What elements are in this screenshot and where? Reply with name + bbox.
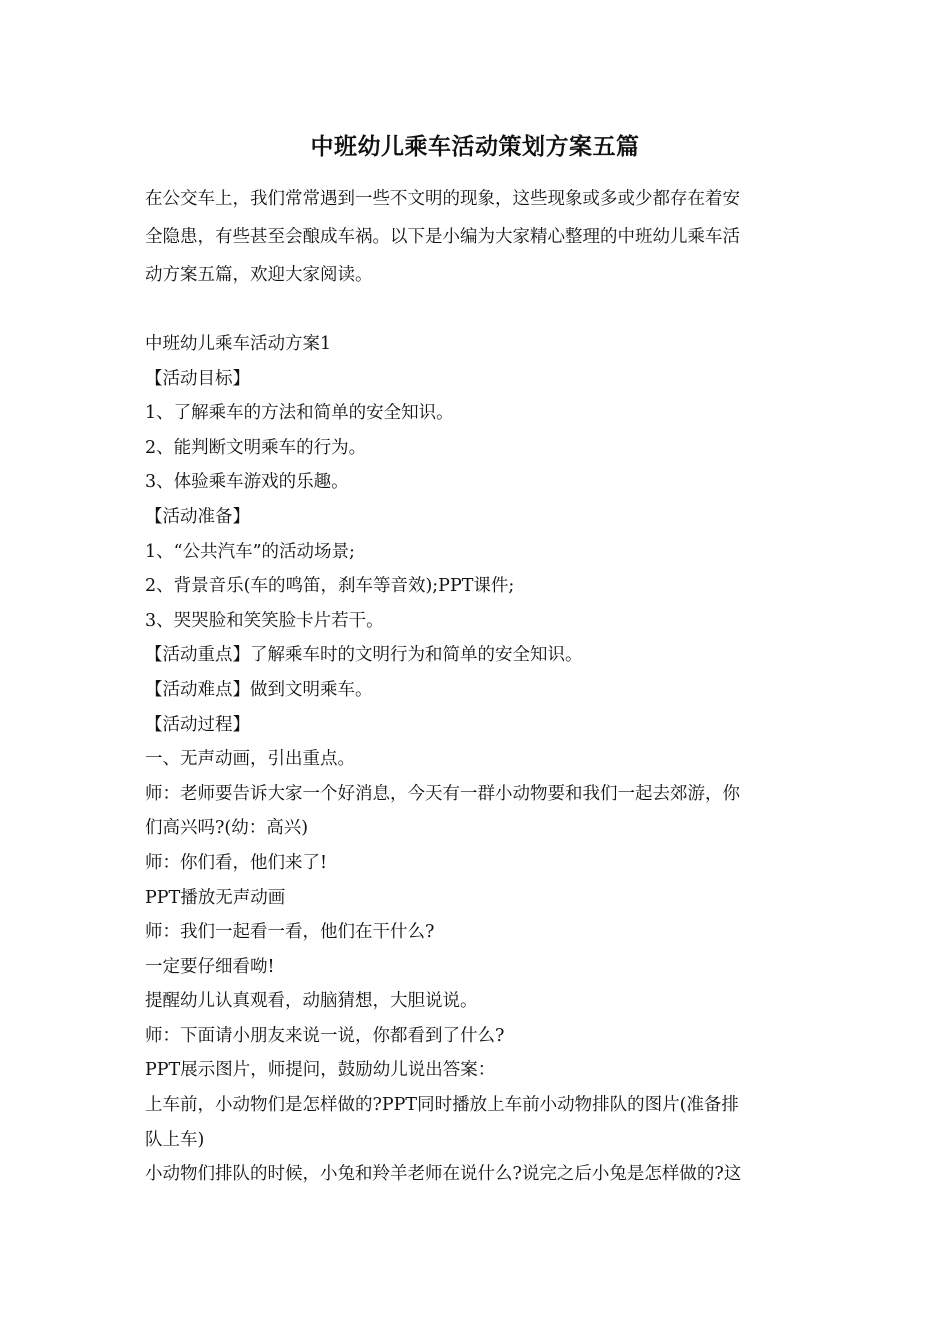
text-line: 师：下面请小朋友来说一说，你都看到了什么? [145,1025,505,1046]
intro-line: 在公交车上，我们常常遇到一些不文明的现象，这些现象或多或少都存在着安 [145,189,740,209]
text-line: 师：你们看，他们来了! [145,852,328,873]
text-line: 2、能判断文明乘车的行为。 [145,437,367,458]
intro-paragraph [145,180,810,294]
text-line: 【活动重点】了解乘车时的文明行为和简单的安全知识。 [145,645,583,666]
text-line: 3、体验乘车游戏的乐趣。 [145,472,349,493]
text-line: 小动物们排队的时候，小兔和羚羊老师在说什么?说完之后小兔是怎样做的?这 [145,1164,742,1185]
text-line: 师：我们一起看一看，他们在干什么? [145,922,435,943]
subsection-heading: 【活动过程】 [145,714,250,735]
text-line: 1、“公共汽车”的活动场景; [145,541,355,562]
text-line: 提醒幼儿认真观看，动脑猜想，大胆说说。 [145,991,478,1012]
text-line: 1、了解乘车的方法和简单的安全知识。 [145,403,454,424]
intro-line: 动方案五篇，欢迎大家阅读。 [145,265,373,285]
section-heading: 中班幼儿乘车活动方案1 [145,334,332,354]
text-line: 【活动难点】做到文明乘车。 [145,679,373,700]
text-line: 2、背景音乐(车的鸣笛，刹车等音效);PPT课件; [145,576,515,597]
document-title: 中班幼儿乘车活动策划方案五篇 [310,133,640,160]
text-line: 3、哭哭脸和笑笑脸卡片若干。 [145,610,384,631]
text-line: 一、无声动画，引出重点。 [145,749,355,770]
intro-line: 全隐患，有些甚至会酿成车祸。以下是小编为大家精心整理的中班幼儿乘车活 [145,227,740,247]
document-body [145,327,810,1192]
text-line: PPT展示图片，师提问，鼓励幼儿说出答案： [145,1060,496,1081]
text-line: 队上车) [145,1129,205,1150]
subsection-heading: 【活动目标】 [145,368,250,389]
text-line: 上车前，小动物们是怎样做的?PPT同时播放上车前小动物排队的图片(准备排 [145,1095,739,1116]
text-line: 师：老师要告诉大家一个好消息，今天有一群小动物要和我们一起去郊游，你 [145,783,740,804]
text-line: 一定要仔细看呦! [145,956,275,977]
text-line: PPT播放无声动画 [145,887,286,908]
text-line: 们高兴吗?(幼：高兴) [145,818,309,839]
subsection-heading: 【活动准备】 [145,506,250,527]
